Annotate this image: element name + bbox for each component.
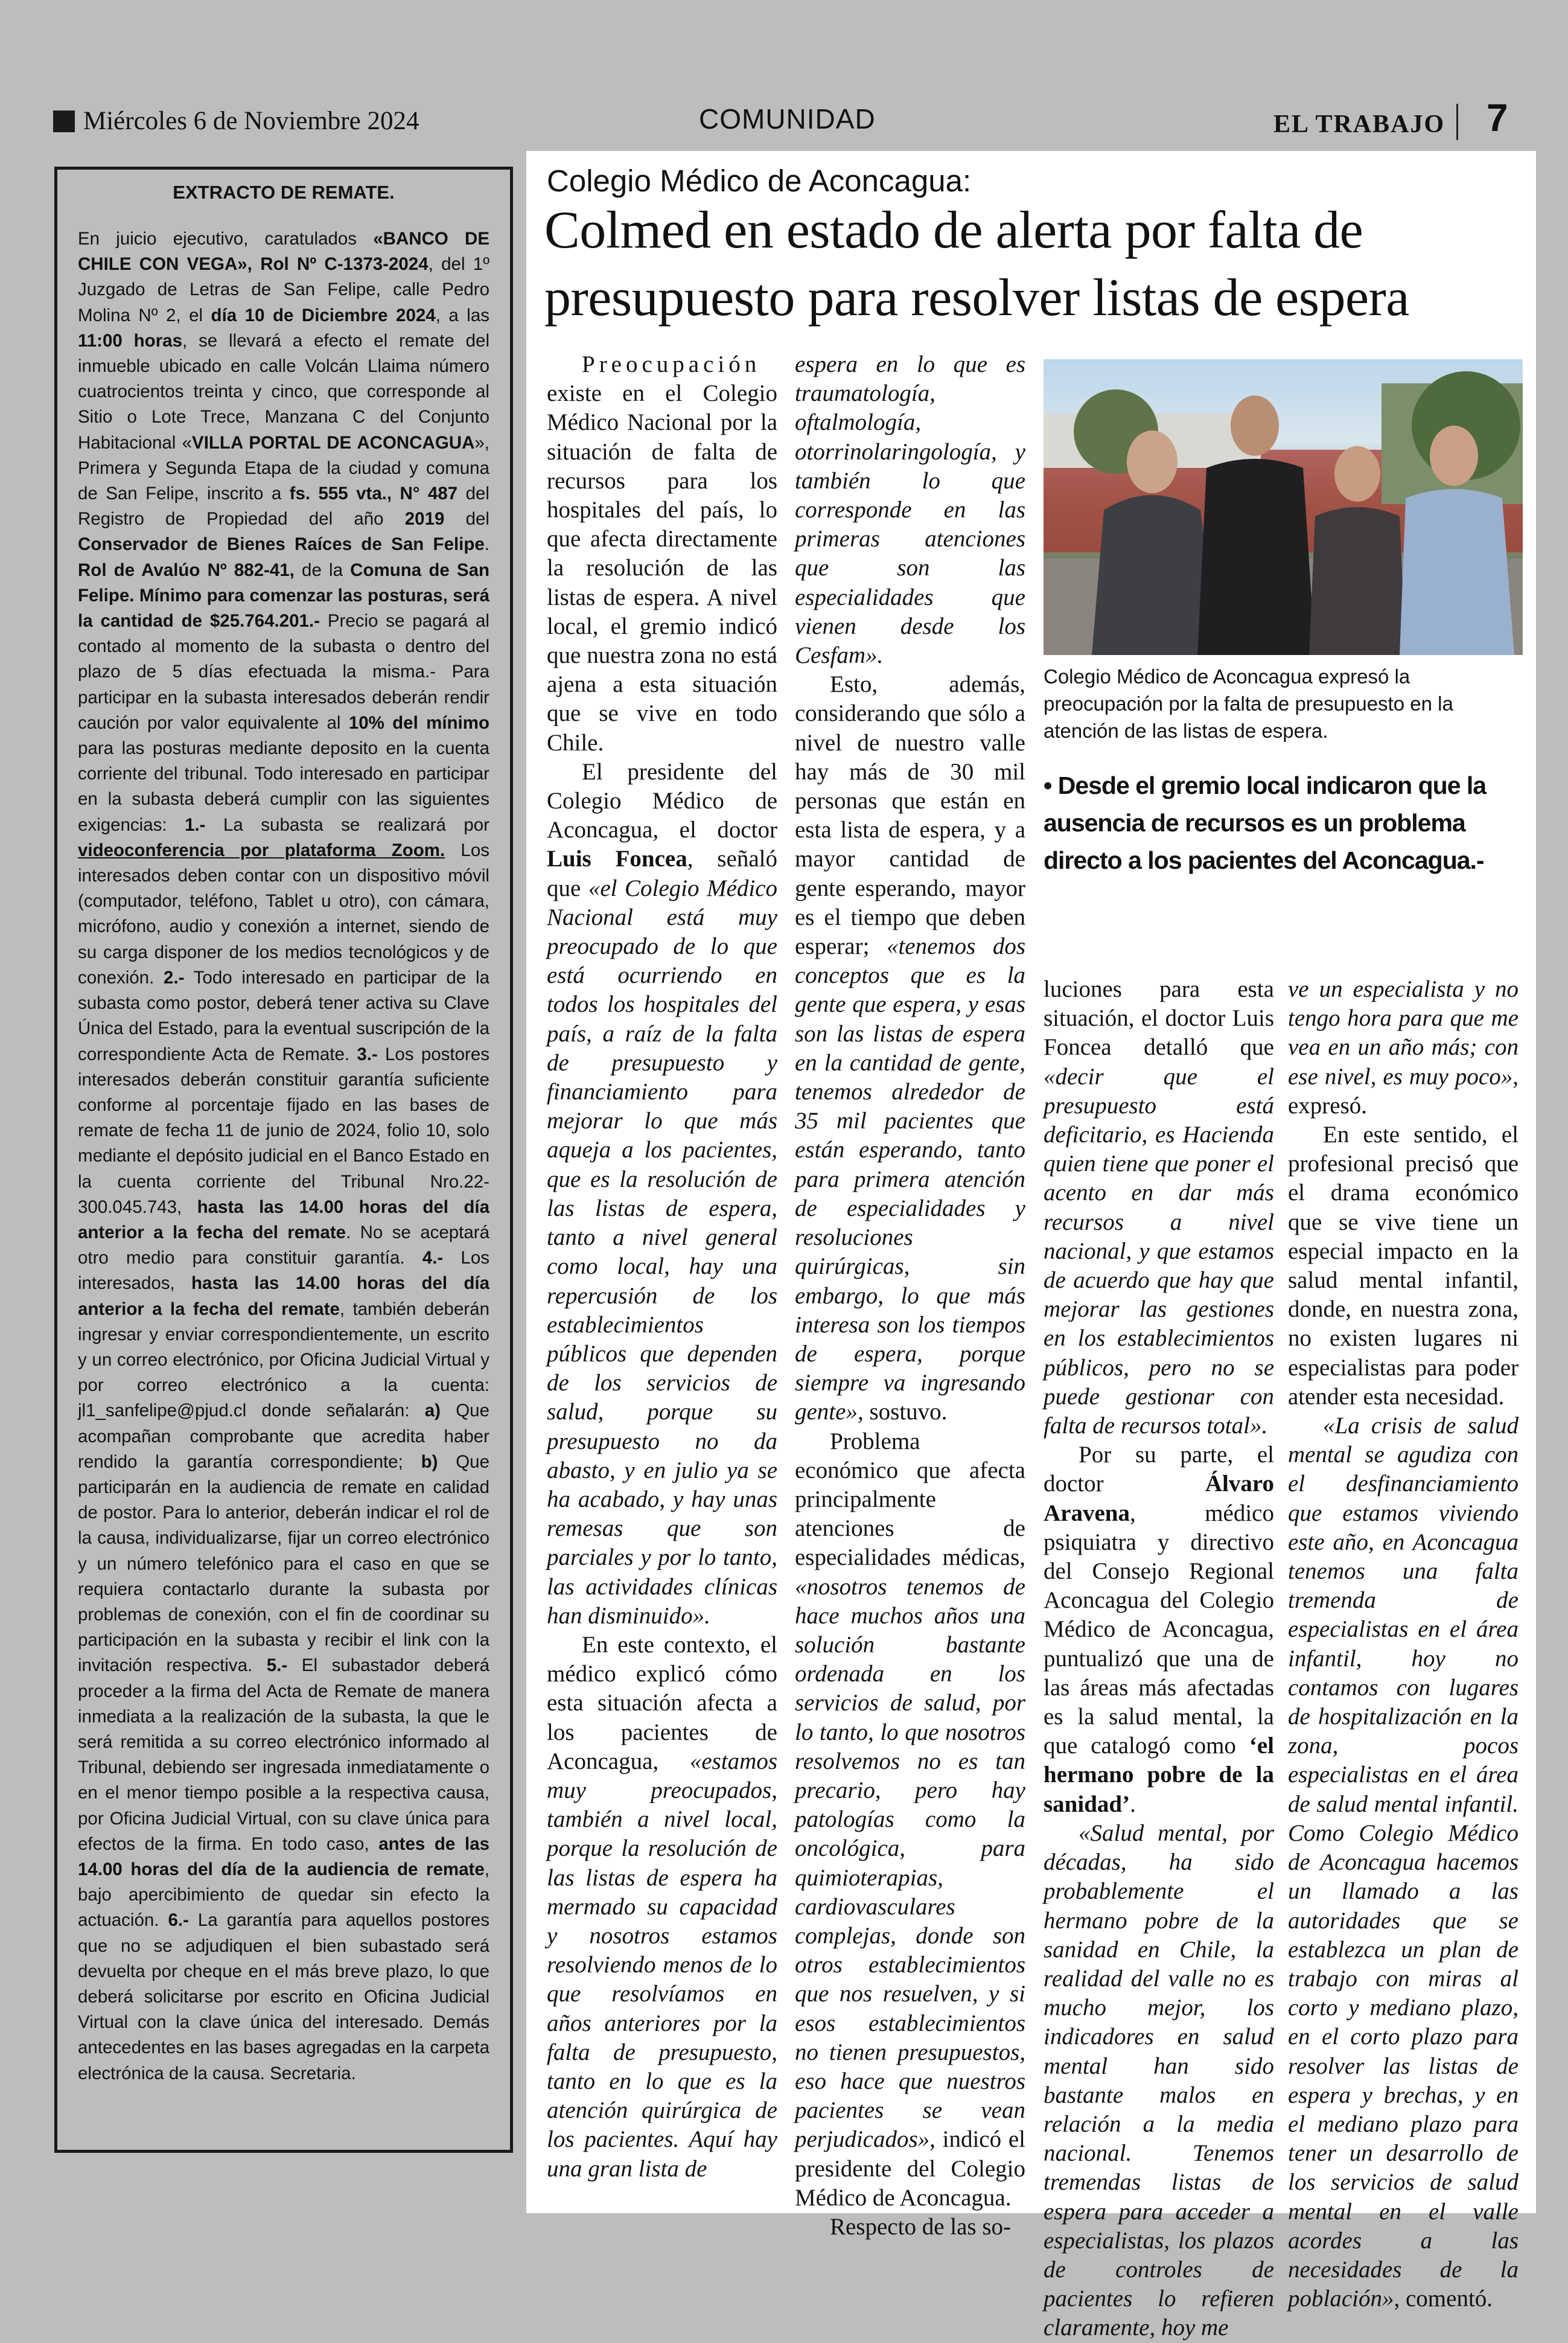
photo-caption: Colegio Médico de Aconcagua expresó la preocupación por la falta de presupuesto en la atención de las listas de espera. xyxy=(1044,665,1453,742)
article-column-1: Preocupación existe en el Colegio Médico Nacional por la situación de falta de recursos para los hospitales del país, lo que afecta directamente la resolución de las listas de espera. A nivel local, el gremio indicó que nuestra zona no está ajena a esta situación que se vive en todo Chile. El presidente del Colegio Médico de Aconcagua, el doctor Luis Foncea, señaló que «el Colegio Médico Nacional está muy preocupado de lo que está ocurriendo en todos los hospitales del país, a raíz de la falta de presupuesto y financiamiento para mejorar lo que más aqueja a los pacientes, que es la resolución de las listas de espera, tanto a nivel general como local, hay una repercusión de los establecimientos públicos que dependen de los servicios de salud, porque su presupuesto no da abasto, y en julio ya se ha acabado, y hay unas remesas que son parciales y por lo tanto, las actividades clínicas han disminuido». En este contexto, el médico explicó cómo esta situación afecta a los pacientes de Aconcagua, «estamos muy preocupados, también a nivel local, porque la resolución de las listas de espera ha mermado su capacidad y nosotros estamos resolviendo menos de lo que resolvíamos en años anteriores por la falta de presupuesto, tanto en lo que es la atención quirúrgica de los pacientes. Aquí hay una gran lista de xyxy=(547,351,777,2182)
article-lead: • Desde el gremio local indicaron que la ausencia de recursos es un problema directo a los pacientes del Aconcagua.- xyxy=(1044,772,1487,874)
notice-body: En juicio ejecutivo, caratulados «BANCO DE CHILE CON VEGA», Rol Nº C-1373-2024, del 1º Juzgado de Letras de San Felipe, calle Pedro Molina Nº 2, el día 10 de Diciembre 2024, a las 11:00 horas, se llevará a efecto el remate del inmueble ubicado en calle Volcán Llaima número cuatrocientos treinta y cinco, que corresponde al Sitio o Lote Trece, Manzana C del Conjunto Habitacional «VILLA PORTAL DE ACONCAGUA», Primera y Segunda Etapa de la ciudad y comuna de San Felipe, inscrito a fs. 555 vta., N° 487 del Registro de Propiedad del año 2019 del Conservador de Bienes Raíces de San Felipe. Rol de Avalúo Nº 882-41, de la Comuna de San Felipe. Mínimo para comenzar las posturas, será la cantidad de $25.764.201.- Precio se pagará al contado al momento de la subasta o dentro del plazo de 5 días efectuada la misma.- Para participar en la subasta interesados deberán rendir caución por valor equivalente al 10% del mínimo para las posturas mediante deposito en la cuenta corriente del tribunal. Todo interesado en participar en la subasta deberá cumplir con las siguientes exigencias: 1.- La subasta se realizará por videoconferencia por plataforma Zoom. Los interesados deben contar con un dispositivo móvil (computador, teléfono, Tablet u otro), con cámara, micrófono, audio y conexión a internet, siendo de su carga disponer de los medios tecnológicos y de conexión. 2.- Todo interesado en participar de la subasta como postor, deberá tener activa su Clave Única del Estado, para la eventual suscripción de la correspondiente Acta de Remate. 3.- Los postores interesados deberán constituir garantía suficiente conforme al porcentaje fijado en las bases de remate de fecha 11 de junio de 2024, folio 10, solo mediante el depósito judicial en el Banco Estado en la cuenta corriente del Tribunal Nro.22-300.045.743, hasta las 14.00 horas del día anterior a la fecha del remate. No se aceptará otro medio para constituir garantía. 4.- Los interesados, hasta las 14.00 horas del día anterior a la fecha del remate, también deberán ingresar y enviar correspondientemente, un escrito y un correo electrónico, por Oficina Judicial Virtual y por correo electrónico a la cuenta: jl1_sanfelipe@pjud.cl donde señalarán: a) Que acompañan comprobante que acredita haber rendido la garantía correspondiente; b) Que participarán en la audiencia de remate en calidad de postor. Para lo anterior, deberán indicar el rol de la causa, individualizarse, fijar un correo electrónico y un número telefónico para el caso en que se requiera contactarlo durante la subasta por problemas de conexión, con el fin de coordinar su participación en la subasta y recibir el link con la invitación respectiva. 5.- El subastador deberá proceder a la firma del Acta de Remate de manera inmediata a la realización de la subasta, la que le será remitida a su correo electrónico informado al Tribunal, debiendo ser ingresada inmediatamente o en el menor tiempo posible a la respectiva causa, por Oficina Judicial Virtual, con su clave única para efectos de la firma. En todo caso, antes de las 14.00 horas del día de la audiencia de remate, bajo apercibimiento de quedar sin efecto la actuación. 6.- La garantía para aquellos postores que no se adjudiquen el bien subastado será devuelta por cheque en el más breve plazo, lo que deberá solicitarse por escrito en Oficina Judicial Virtual con la clave única del interesado. Demás antecedentes en las bases agregadas en la carpeta electrónica de la causa. Secretaria. xyxy=(78,229,490,2083)
square-bullet-icon xyxy=(53,110,75,132)
legal-notice-box xyxy=(54,167,513,2153)
page-number: 7 xyxy=(1487,96,1508,139)
group-photo-illustration xyxy=(1044,359,1523,655)
article-kicker: Colegio Médico de Aconcagua: xyxy=(547,164,972,198)
section-name: COMUNIDAD xyxy=(699,103,876,135)
article-column-3: luciones para esta situación, el doctor Luis Foncea detalló que «decir que el presupuesto está deficitario, es Hacienda quien tiene que poner el acento en dar más recursos a nivel nacional, y que estamos de acuerdo que hay que mejorar las gestiones en los establecimientos públicos, pero no se puede gestionar con falta de recursos total». Por su parte, el doctor Álvaro Aravena, médico psiquiatra y directivo del Consejo Regional Aconcagua del Colegio Médico de Aconcagua, puntualizó que una de las áreas más afectadas es la salud mental, la que catalogó como ‘el hermano pobre de la sanidad’. «Salud mental, por décadas, ha sido probablemente el hermano pobre de la sanidad en Chile, la realidad del valle no es mucho mejor, los indicadores en salud mental han sido bastante malos en relación a la media nacional. Tenemos tremendas listas de espera para acceder a especialistas, los plazos de controles de pacientes lo refieren claramente, hoy me xyxy=(1044,976,1274,2341)
header-date: Miércoles 6 de Noviembre 2024 xyxy=(53,106,419,136)
article-photo xyxy=(1044,359,1523,655)
notice-title: EXTRACTO DE REMATE. xyxy=(173,182,395,203)
article-column-4: ve un especialista y no tengo hora para que me vea en un año más; con ese nivel, es muy poco», expresó. En este sentido, el profesional precisó que el drama económico que se vive tiene un especial impacto en la salud mental infantil, donde, en nuestra zona, no existen lugares ni especialistas para poder atender esta necesidad. «La crisis de salud mental se agudiza con el desfinanciamiento que estamos viviendo este año, en Aconcagua tenemos una falta tremenda de especialistas en el área infantil, hoy no contamos con lugares de hospitalización en la zona, pocos especialistas en el área de salud mental infantil. Como Colegio Médico de Aconcagua hacemos un llamado a las autoridades que se establezca un plan de trabajo con miras al corto y mediano plazo, en el corto plazo para resolver las listas de espera y brechas, y en el mediano plazo para tener un desarrollo de los servicios de salud mental en el valle acordes a las necesidades de la población», comentó. xyxy=(1288,976,1519,2312)
article xyxy=(526,151,1536,2341)
article-headline: Colmed en estado de alerta por falta de presupuesto para resolver listas de espera xyxy=(544,201,1409,327)
article-column-2: espera en lo que es traumatología, oftalmología, otorrinolaringología, y también lo que corresponde en las primeras atenciones que son las especialidades que vienen desde los Cesfam». Esto, además, considerando que sólo a nivel de nuestro valle hay más de 30 mil personas que están en esta lista de espera, y a mayor cantidad de gente esperando, mayor es el tiempo que deben esperar; «tenemos dos conceptos que es la gente que espera, y esas son las listas de espera en la cantidad de gente, tenemos alrededor de 35 mil pacientes que están esperando, tanto para primera atención de especialidades y resoluciones quirúrgicas, sin embargo, lo que más interesa son los tiempos de espera, porque siempre va ingresando gente», sostuvo. Problema económico que afecta principalmente atenciones de especialidades médicas, «nosotros tenemos de hace muchos años una solución bastante ordenada en los servicios de salud, por lo tanto, lo que nosotros resolvemos no es tan precario, pero hay patologías como la oncológica, para quimioterapias, cardiovasculares complejas, donde son otros establecimientos que nos resuelven, y si esos establecimientos no tienen presupuestos, eso hace que nuestros pacientes se vean perjudicados», indicó el presidente del Colegio Médico de Aconcagua. Respecto de las so- xyxy=(795,351,1025,2240)
newspaper-name: EL TRABAJO xyxy=(1273,110,1445,138)
header-divider xyxy=(1456,104,1458,140)
page-header xyxy=(53,96,1520,144)
